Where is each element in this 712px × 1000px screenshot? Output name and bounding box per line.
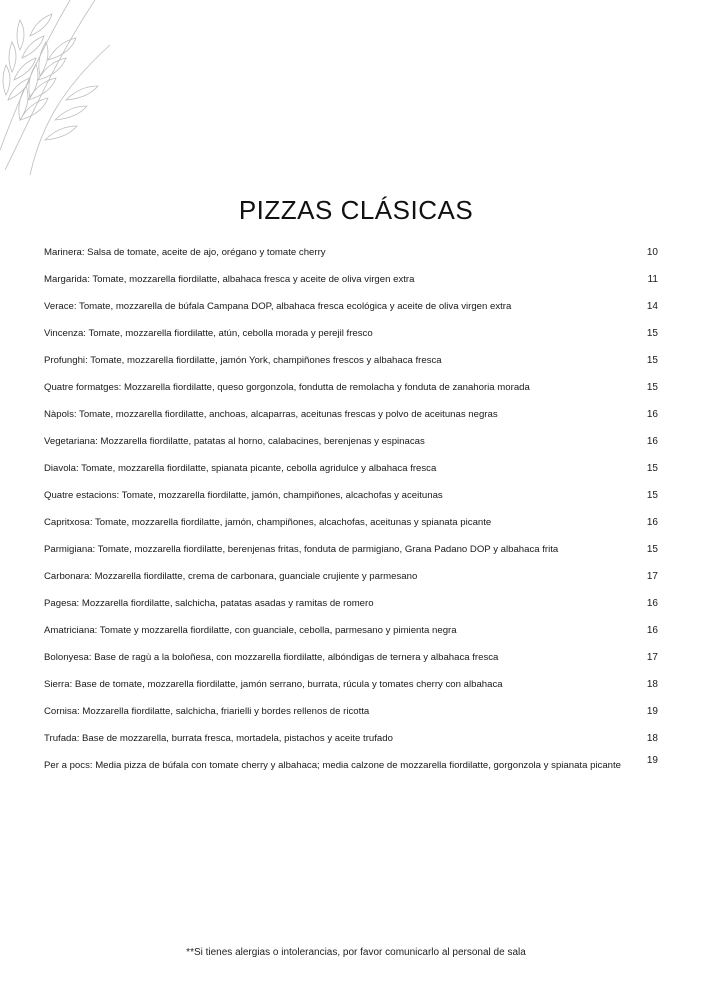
menu-item-price: 19	[646, 706, 658, 717]
menu-item-price: 15	[646, 382, 658, 393]
menu-item	[44, 622, 666, 649]
menu-item-description: Cornisa: Mozzarella fiordilatte, salchicha, friarielli y bordes rellenos de ricotta	[44, 706, 370, 717]
menu-item-price: 16	[646, 598, 658, 609]
menu-item-price: 16	[646, 625, 658, 636]
menu-item	[44, 676, 666, 703]
menu-item-description: Diavola: Tomate, mozzarella fiordilatte, spianata picante, cebolla agridulce y albahaca fresca	[44, 463, 437, 474]
menu-item-description: Sierra: Base de tomate, mozzarella fiordilatte, jamón serrano, burrata, rúcula y tomates cherry con albahaca	[44, 679, 503, 690]
wheat-decoration-icon	[0, 0, 110, 175]
menu-item-description: Quatre formatges: Mozzarella fiordilatte, queso gorgonzola, fondutta de remolacha y fonduta de zanahoria morada	[44, 382, 530, 393]
menu-item-description: Verace: Tomate, mozzarella de búfala Campana DOP, albahaca fresca ecológica y aceite de oliva virgen extra	[44, 301, 512, 312]
menu-item	[44, 352, 666, 379]
menu-item	[44, 406, 666, 433]
menu-item-price: 16	[646, 436, 658, 447]
menu-item-price: 15	[646, 463, 658, 474]
menu-item	[44, 568, 666, 595]
menu-item-description: Profunghi: Tomate, mozzarella fiordilatte, jamón York, champiñones frescos y albahaca fresca	[44, 355, 442, 366]
menu-item	[44, 595, 666, 622]
menu-item-price: 15	[646, 328, 658, 339]
menu-item-description: Carbonara: Mozzarella fiordilatte, crema de carbonara, guanciale crujiente y parmesano	[44, 571, 418, 582]
menu-item-price: 17	[646, 571, 658, 582]
menu-item	[44, 298, 666, 325]
menu-item-price: 16	[646, 409, 658, 420]
menu-item-description: Marinera: Salsa de tomate, aceite de ajo, orégano y tomate cherry	[44, 247, 326, 258]
menu-item-description: Margarida: Tomate, mozzarella fiordilatte, albahaca fresca y aceite de oliva virgen extra	[44, 274, 415, 285]
menu-item-description: Parmigiana: Tomate, mozzarella fiordilatte, berenjenas fritas, fonduta de parmigiano, Grana Padano DOP y albahaca frita	[44, 544, 559, 555]
menu-item-price: 14	[646, 301, 658, 312]
page-title: PIZZAS CLÁSICAS	[238, 195, 474, 226]
menu-item	[44, 460, 666, 487]
menu-item	[44, 514, 666, 541]
menu-item-price: 10	[646, 247, 658, 258]
menu-item	[44, 379, 666, 406]
menu-item-description: Amatriciana: Tomate y mozzarella fiordilatte, con guanciale, cebolla, parmesano y pimienta negra	[44, 625, 457, 636]
menu-item-price: 18	[646, 679, 658, 690]
menu-item-description: Nàpols: Tomate, mozzarella fiordilatte, anchoas, alcaparras, aceitunas frescas y polvo de aceitunas negras	[44, 409, 498, 420]
menu-item-price: 16	[646, 517, 658, 528]
menu-item	[44, 487, 666, 514]
menu-item	[44, 433, 666, 460]
menu-item-price: 11	[647, 274, 658, 285]
menu-item-description: Quatre estacions: Tomate, mozzarella fiordilatte, jamón, champiñones, alcachofas y aceitunas	[44, 490, 443, 501]
menu-item-description: Per a pocs: Media pizza de búfala con tomate cherry y albahaca; media calzone de mozzarella fiordilatte, gorgonzola y spianata picante	[44, 760, 622, 771]
menu-item	[44, 752, 666, 806]
menu-item	[44, 541, 666, 568]
menu-item	[44, 244, 666, 271]
menu-item-price: 18	[646, 733, 658, 744]
menu-item-price: 15	[646, 544, 658, 555]
menu-item-description: Vincenza: Tomate, mozzarella fiordilatte, atún, cebolla morada y perejil fresco	[44, 328, 373, 339]
menu-item-price: 15	[646, 490, 658, 501]
menu-item-description: Capritxosa: Tomate, mozzarella fiordilatte, jamón, champiñones, alcachofas, aceitunas y spianata picante	[44, 517, 492, 528]
menu-item	[44, 703, 666, 730]
menu-item-price: 17	[646, 652, 658, 663]
menu-item	[44, 271, 666, 298]
menu-item	[44, 325, 666, 352]
menu-item-price: 15	[646, 355, 658, 366]
menu-item-description: Bolonyesa: Base de ragù a la boloñesa, con mozzarella fiordilatte, albóndigas de ternera y albahaca fresca	[44, 652, 499, 663]
menu-item	[44, 649, 666, 676]
menu-item-price: 19	[646, 755, 658, 766]
allergy-notice: **Si tienes alergias o intolerancias, por favor comunicarlo al personal de sala	[186, 947, 526, 958]
menu-item-description: Pagesa: Mozzarella fiordilatte, salchicha, patatas asadas y ramitas de romero	[44, 598, 374, 609]
menu-item-description: Trufada: Base de mozzarella, burrata fresca, mortadela, pistachos y aceite trufado	[44, 733, 393, 744]
menu-item-description: Vegetariana: Mozzarella fiordilatte, patatas al horno, calabacines, berenjenas y espinacas	[44, 436, 425, 447]
menu-list	[44, 244, 666, 806]
